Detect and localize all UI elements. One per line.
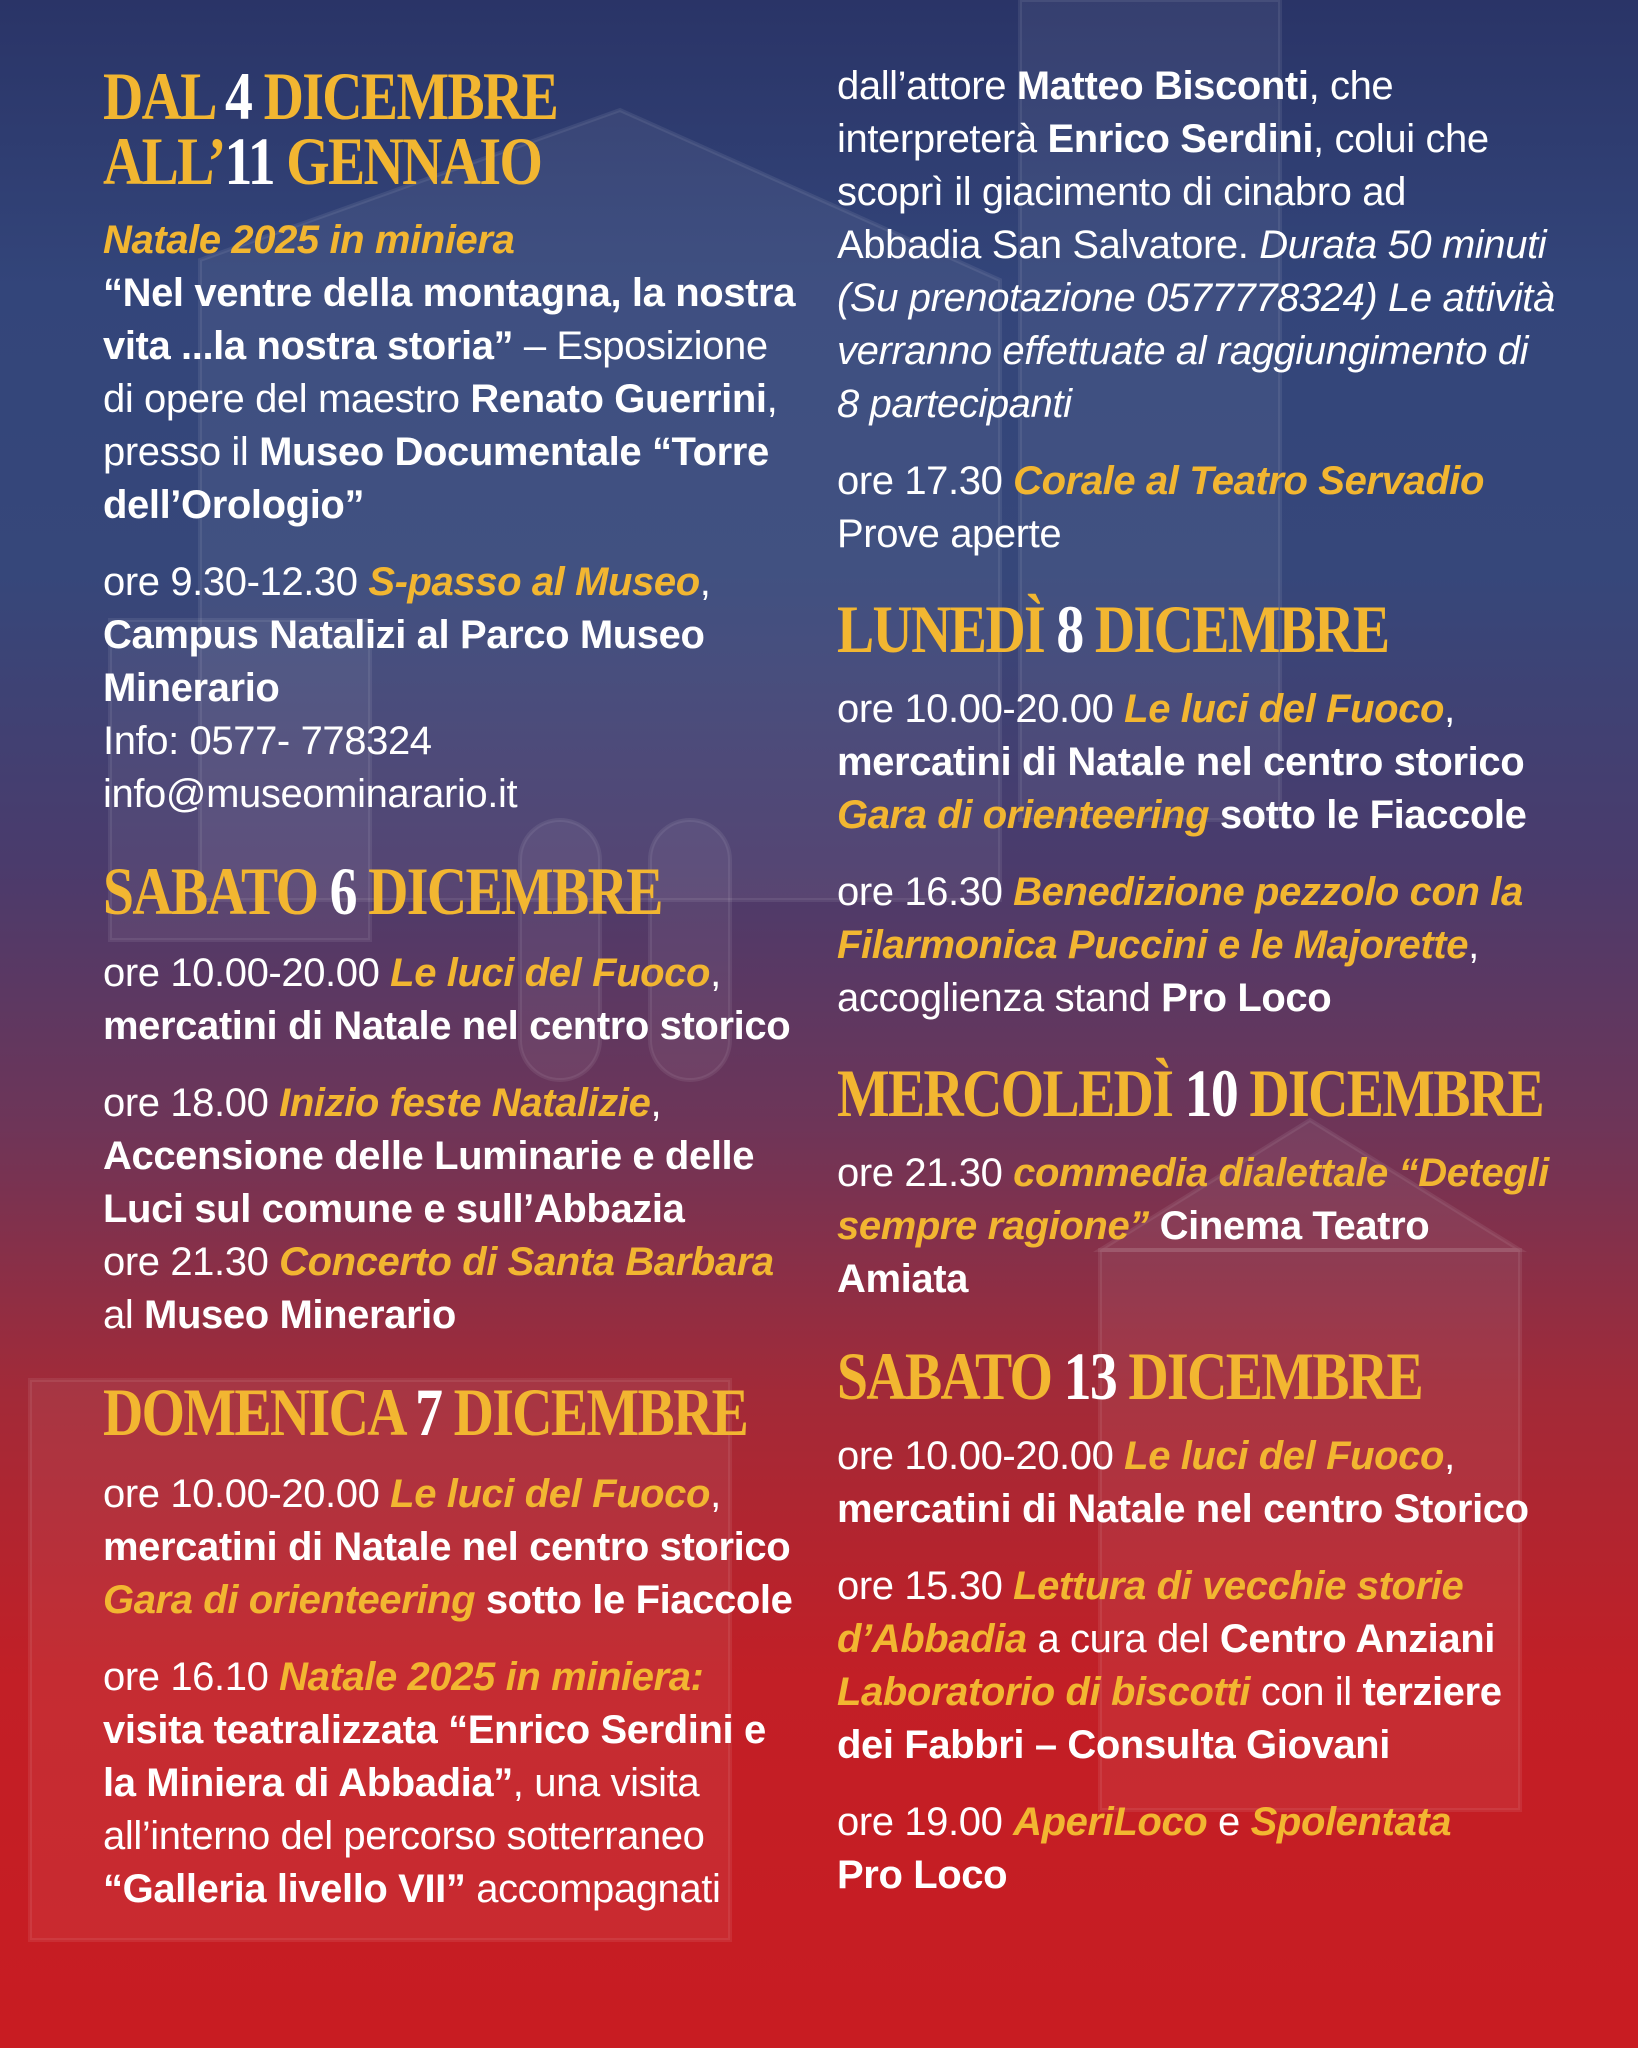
actor-name: Matteo Bisconti bbox=[1016, 64, 1309, 108]
event-title: Le luci del Fuoco bbox=[1124, 1434, 1445, 1478]
event-title: Gara di orienteering bbox=[837, 793, 1210, 837]
event-detail: mercatini di Natale nel centro storico bbox=[103, 1525, 791, 1569]
organizer-name: Pro Loco bbox=[1161, 976, 1332, 1020]
heading-text: GENNAIO bbox=[273, 123, 542, 199]
heading-number: 8 bbox=[1056, 591, 1083, 667]
event-title: Le luci del Fuoco bbox=[1124, 687, 1445, 731]
heading-number: 6 bbox=[329, 853, 356, 929]
heading-text: SABATO bbox=[103, 853, 330, 929]
event-text: e bbox=[1207, 1800, 1251, 1844]
event-title: Spolentata bbox=[1250, 1800, 1452, 1844]
event-title: Laboratorio di biscotti bbox=[837, 1670, 1251, 1714]
event-luci-fuoco-7 bbox=[103, 1468, 803, 1627]
event-text: Prove aperte bbox=[837, 512, 1062, 556]
event-time: ore 21.30 bbox=[103, 1240, 280, 1284]
event-time: ore 10.00-20.00 bbox=[837, 1434, 1125, 1478]
event-title: Le luci del Fuoco bbox=[390, 951, 711, 995]
event-title: Concerto di Santa Barbara bbox=[279, 1240, 774, 1284]
venue-name: Museo Documentale “Torre dell’Orologio” bbox=[103, 430, 769, 527]
event-aperiloco bbox=[837, 1796, 1557, 1902]
event-time: ore 9.30-12.30 bbox=[103, 560, 369, 604]
heading-text: DICEMBRE bbox=[1082, 591, 1389, 667]
punctuation: , bbox=[650, 1081, 662, 1125]
event-detail: Campus Natalizi al Parco Museo Minerario bbox=[103, 613, 705, 710]
event-time: ore 18.00 bbox=[103, 1081, 280, 1125]
event-natale-miniera bbox=[103, 214, 803, 532]
heading-sabato-13-dicembre bbox=[837, 1338, 1427, 1414]
punctuation: , bbox=[699, 560, 711, 604]
character-name: Enrico Serdini bbox=[1047, 117, 1314, 161]
event-title: Le luci del Fuoco bbox=[390, 1472, 711, 1516]
event-detail: mercatini di Natale nel centro storico bbox=[103, 1004, 791, 1048]
event-title: Benedizione pezzolo con la Filarmonica Puccini e le Majorette bbox=[837, 870, 1523, 967]
heading-text: DAL bbox=[103, 58, 226, 134]
event-text: , una visita all’interno del percorso sotterraneo bbox=[103, 1761, 705, 1858]
heading-lunedi-8-dicembre bbox=[837, 591, 1427, 667]
event-title: AperiLoco bbox=[1013, 1800, 1208, 1844]
heading-dal-4-dicembre bbox=[103, 58, 677, 134]
venue-name: Cinema Teatro Amiata bbox=[837, 1204, 1430, 1301]
event-detail: sotto le Fiaccole bbox=[475, 1578, 793, 1622]
heading-mercoledi-10-dicembre bbox=[837, 1055, 1544, 1131]
event-detail: mercatini di Natale nel centro storico bbox=[837, 740, 1525, 784]
heading-text: DICEMBRE bbox=[355, 853, 662, 929]
event-title: Natale 2025 in miniera: bbox=[279, 1655, 704, 1699]
heading-domenica-7-dicembre bbox=[103, 1374, 748, 1450]
heading-sabato-6-dicembre bbox=[103, 853, 677, 929]
event-time: ore 19.00 bbox=[837, 1800, 1014, 1844]
event-detail: Accensione delle Luminarie e delle Luci sul comune e sull’Abbazia bbox=[103, 1134, 755, 1231]
event-luci-fuoco-13 bbox=[837, 1430, 1557, 1536]
punctuation: , bbox=[1444, 687, 1455, 731]
heading-number: 13 bbox=[1063, 1338, 1117, 1414]
organizer-name: Pro Loco bbox=[837, 1853, 1008, 1897]
event-inizio-feste bbox=[103, 1077, 803, 1342]
event-title: commedia dialettale “Detegli sempre ragione” bbox=[837, 1151, 1549, 1248]
event-commedia bbox=[837, 1147, 1557, 1306]
event-time: ore 15.30 bbox=[837, 1564, 1014, 1608]
heading-number: 10 bbox=[1184, 1055, 1238, 1131]
booking-note: Durata 50 minuti (Su prenotazione 0577778324) Le attività verranno effettuate al raggiungimento di 8 partecipanti bbox=[837, 223, 1555, 426]
event-lettura-storie bbox=[837, 1560, 1557, 1772]
event-title: Natale 2025 in miniera bbox=[103, 218, 515, 262]
event-time: ore 10.00-20.00 bbox=[103, 1472, 391, 1516]
event-text: , che interpreterà bbox=[837, 64, 1394, 161]
heading-text: DICEMBRE bbox=[251, 58, 558, 134]
organizer-name: terziere dei Fabbri – Consulta Giovani bbox=[837, 1670, 1502, 1767]
info-phone: Info: 0577- 778324 bbox=[103, 719, 432, 763]
heading-text: SABATO bbox=[837, 1338, 1064, 1414]
heading-text: DOMENICA bbox=[103, 1374, 416, 1450]
event-time: ore 16.30 bbox=[837, 870, 1014, 914]
artist-name: Renato Guerrini bbox=[470, 377, 767, 421]
heading-text: LUNEDÌ bbox=[837, 591, 1057, 667]
event-title: Corale al Teatro Servadio bbox=[1013, 459, 1485, 503]
punctuation: , bbox=[710, 1472, 721, 1516]
left-column bbox=[103, 0, 803, 1916]
heading-number: 4 bbox=[225, 58, 252, 134]
event-title: S-passo al Museo bbox=[368, 560, 700, 604]
event-corale bbox=[837, 455, 1557, 561]
organizer-name: Centro Anziani bbox=[1219, 1617, 1495, 1661]
heading-number: 11 bbox=[224, 123, 274, 199]
event-detail: “Galleria livello VII” bbox=[103, 1867, 466, 1911]
event-time: ore 10.00-20.00 bbox=[103, 951, 391, 995]
event-time: ore 17.30 bbox=[837, 459, 1014, 503]
event-time: ore 10.00-20.00 bbox=[837, 687, 1125, 731]
punctuation: , bbox=[710, 951, 721, 995]
heading-text: MERCOLEDÌ bbox=[837, 1055, 1185, 1131]
event-text: con il bbox=[1250, 1670, 1363, 1714]
event-time: ore 16.10 bbox=[103, 1655, 280, 1699]
event-text: dall’attore bbox=[837, 64, 1017, 108]
punctuation: , bbox=[1444, 1434, 1455, 1478]
event-benedizione bbox=[837, 866, 1557, 1025]
heading-text: DICEMBRE bbox=[441, 1374, 748, 1450]
event-title: Lettura di vecchie storie d’Abbadia bbox=[837, 1564, 1464, 1661]
heading-number: 7 bbox=[415, 1374, 442, 1450]
event-detail: visita teatralizzata “Enrico Serdini e la Miniera di Abbadia” bbox=[103, 1708, 766, 1805]
event-luci-fuoco-8 bbox=[837, 683, 1557, 842]
event-detail: sotto le Fiaccole bbox=[1209, 793, 1527, 837]
right-column bbox=[837, 0, 1557, 1902]
event-text: a cura del bbox=[1026, 1617, 1220, 1661]
venue-name: Museo Minerario bbox=[144, 1293, 456, 1337]
info-email: info@museominarario.it bbox=[103, 772, 518, 816]
event-s-passo bbox=[103, 556, 803, 821]
event-title: Gara di orienteering bbox=[103, 1578, 476, 1622]
heading-text: DICEMBRE bbox=[1116, 1338, 1423, 1414]
event-text: , presso il bbox=[103, 377, 778, 474]
event-visita-teatralizzata bbox=[103, 1651, 803, 1916]
event-title: Inizio feste Natalizie bbox=[279, 1081, 651, 1125]
event-luci-fuoco-6 bbox=[103, 947, 803, 1053]
event-text: al bbox=[103, 1293, 145, 1337]
exhibition-title: “Nel ventre della montagna, la nostra vita ...la nostra storia” bbox=[103, 271, 796, 368]
heading-all-11-gennaio bbox=[103, 123, 677, 199]
event-text: , colui che scoprì il giacimento di cinabro ad Abbadia San Salvatore. bbox=[837, 117, 1489, 267]
heading-text: ALL’ bbox=[103, 123, 225, 199]
heading-text: DICEMBRE bbox=[1237, 1055, 1544, 1131]
event-text: accompagnati bbox=[465, 1867, 721, 1911]
event-detail: mercatini di Natale nel centro Storico bbox=[837, 1487, 1529, 1531]
event-text: , accoglienza stand bbox=[837, 923, 1479, 1020]
event-visita-continued bbox=[837, 60, 1557, 431]
event-time: ore 21.30 bbox=[837, 1151, 1014, 1195]
event-text: – Esposizione di opere del maestro bbox=[103, 324, 768, 421]
